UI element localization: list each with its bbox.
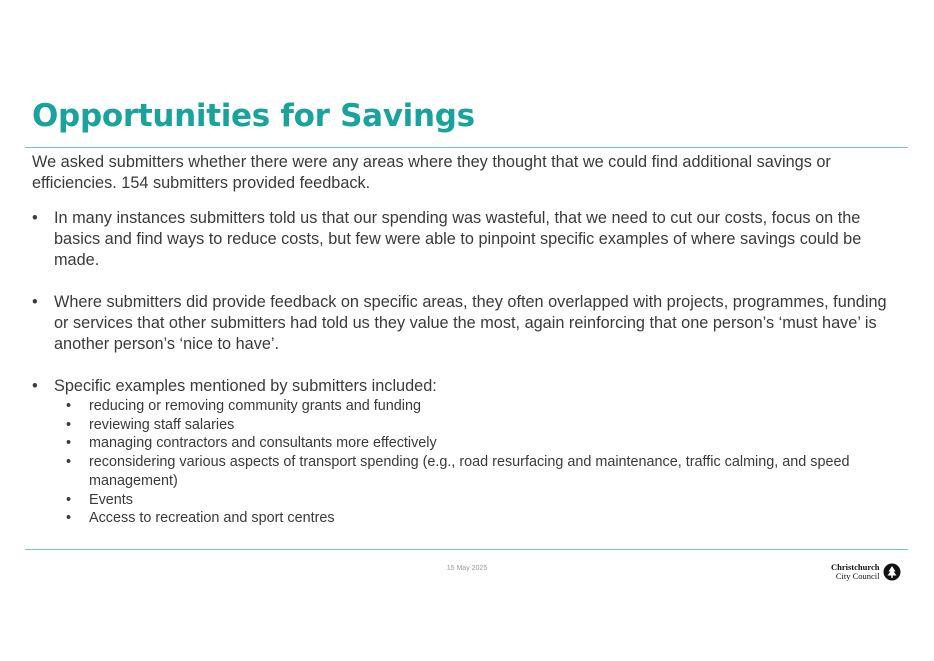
sub-list-item: • managing contractors and consultants more effectively — [54, 434, 892, 453]
title-divider — [25, 147, 908, 148]
list-item — [32, 376, 892, 528]
sub-list-item: • reviewing staff salaries — [54, 416, 892, 435]
logo-line-1: Christchurch — [831, 562, 880, 572]
sub-bullet-list — [54, 397, 892, 528]
sub-list-item: • reducing or removing community grants and funding — [54, 397, 892, 416]
footer-divider — [25, 549, 908, 550]
logo-line-2: City Council — [835, 571, 880, 581]
list-item: • In many instances submitters told us that our spending was wasteful, that we need to cut our costs, focus on the basics and find ways to reduce costs, but few were able to pinpoint specific examples of where savings could be made. — [32, 208, 892, 271]
footer-date: 15 May 2025 — [446, 565, 488, 572]
sub-list-item: • Events — [54, 491, 892, 510]
slide-title: Opportunities for Savings — [32, 98, 475, 134]
tree-emblem-icon — [883, 563, 901, 581]
bullet-list — [32, 208, 892, 528]
sub-list-item: • Access to recreation and sport centres — [54, 509, 892, 528]
council-logo — [831, 563, 901, 581]
list-item: • Where submitters did provide feedback on specific areas, they often overlapped with projects, programmes, funding or services that other submitters had told us they value the most, again reinforcing that one person’s ‘must have’ is another person’s ‘nice to have’. — [32, 292, 892, 355]
intro-paragraph: We asked submitters whether there were any areas where they thought that we could find additional savings or efficiencies. 154 submitters provided feedback. — [32, 153, 831, 192]
list-item-text: Specific examples mentioned by submitters included: — [54, 377, 437, 395]
logo-wordmark — [831, 563, 880, 581]
sub-list-item: • reconsidering various aspects of transport spending (e.g., road resurfacing and maintenance, traffic calming, and speed management) — [54, 453, 892, 490]
